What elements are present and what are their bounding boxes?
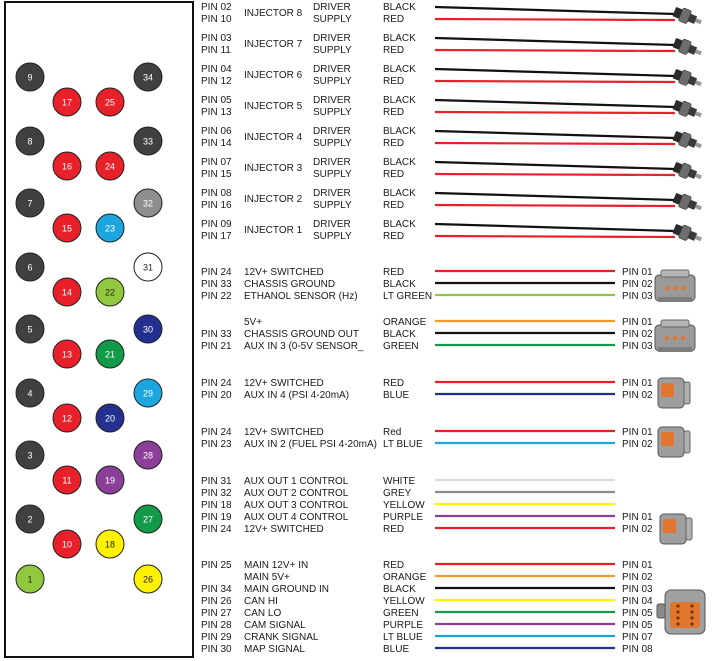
wire-function: 12V+ SWITCHED [244, 267, 324, 278]
driver-wire [435, 100, 675, 107]
header-pin-4 [16, 379, 44, 407]
connector-pin-label: PIN 07 [622, 632, 653, 643]
wire-row [201, 608, 653, 619]
injector-icon [672, 36, 704, 60]
wire-row [201, 439, 653, 450]
wire-color-label: RED [383, 76, 405, 87]
header-pin-number: 6 [27, 262, 33, 273]
connector-pin-label: PIN 02 [622, 390, 653, 401]
wire-function: CHASSIS GROUND [244, 279, 336, 290]
wire-role: DRIVER [313, 157, 351, 168]
wire-function: MAP SIGNAL [244, 644, 305, 655]
wire-function: CRANK SIGNAL [244, 632, 319, 643]
injector-icon [672, 98, 704, 122]
ecu-pin-label: PIN 29 [201, 632, 232, 643]
wire-row [244, 317, 653, 328]
header-pin-9 [16, 63, 44, 91]
header-pin-24 [96, 152, 124, 180]
wire-role: DRIVER [313, 95, 351, 106]
wire-row [201, 390, 653, 401]
wire-row [201, 341, 653, 352]
header-pin-8 [16, 127, 44, 155]
wire-color-label: RED [383, 231, 405, 242]
header-pin-number: 3 [27, 450, 33, 461]
injector-name: INJECTOR 1 [244, 225, 303, 236]
wire-function: AUX OUT 1 CONTROL [244, 476, 349, 487]
wire-color-label: BLACK [383, 33, 416, 44]
wire-color-label: RED [383, 560, 405, 571]
wire-role: SUPPLY [313, 76, 352, 87]
wire-color-label: GREEN [383, 341, 419, 352]
wire-color-label: BLACK [383, 64, 416, 75]
wire-role: DRIVER [313, 2, 351, 13]
supply-wire [435, 50, 675, 51]
wire-color-label: BLACK [383, 584, 416, 595]
wire-row [201, 427, 653, 438]
ecu-pin-label: PIN 34 [201, 584, 232, 595]
wire-row [201, 560, 653, 571]
ecu-pin-label: PIN 10 [201, 14, 232, 25]
supply-wire [435, 143, 675, 144]
wire-row [201, 500, 615, 511]
header-pin-number: 5 [27, 324, 33, 335]
ecu-pin-label: PIN 25 [201, 560, 232, 571]
connector-pin-label: PIN 02 [622, 329, 653, 340]
supply-wire [435, 81, 675, 82]
ecu-pin-label: PIN 32 [201, 488, 232, 499]
wire-color-label: RED [383, 524, 405, 535]
ecu-pin-label: PIN 08 [201, 188, 232, 199]
wire-row [244, 572, 653, 583]
wire-color-label: RED [383, 107, 405, 118]
driver-wire [435, 131, 675, 138]
header-pin-number: 25 [104, 97, 116, 108]
ecu-pin-label: PIN 26 [201, 596, 232, 607]
ecu-pin-label: PIN 20 [201, 390, 232, 401]
wire-color-label: BLACK [383, 2, 416, 13]
wire-row [201, 267, 653, 278]
header-pin-10 [53, 530, 81, 558]
injector-row [201, 188, 704, 215]
wire-color-label: RED [383, 169, 405, 180]
ecu-pin-label: PIN 28 [201, 620, 232, 631]
injector-name: INJECTOR 2 [244, 194, 303, 205]
header-pin-number: 8 [27, 136, 33, 147]
wire-row [201, 596, 653, 607]
header-pin-31 [134, 253, 162, 281]
connector-pin-label: PIN 08 [622, 644, 653, 655]
driver-wire [435, 193, 675, 200]
header-pin-3 [16, 441, 44, 469]
wire-color-label: LT GREEN [383, 291, 433, 302]
injector-name: INJECTOR 8 [244, 8, 303, 19]
wire-color-label: BLACK [383, 126, 416, 137]
header-pin-32 [134, 189, 162, 217]
wire-row [201, 291, 653, 302]
wire-row [201, 644, 653, 655]
supply-wire [435, 112, 675, 113]
header-pin-22 [96, 278, 124, 306]
wire-row [201, 524, 653, 535]
wire-row [201, 476, 615, 487]
injector-icon [672, 129, 704, 153]
wire-function: AUX IN 2 (FUEL PSI 4-20mA) [244, 439, 377, 450]
connector-icon-dtm3 [655, 270, 695, 302]
wire-color-label: ORANGE [383, 572, 427, 583]
wire-row [201, 329, 653, 340]
ecu-pin-label: PIN 24 [201, 427, 232, 438]
header-pin-number: 19 [104, 475, 116, 486]
ecu-pin-label: PIN 33 [201, 329, 232, 340]
header-pin-25 [96, 88, 124, 116]
ecu-pin-label: PIN 12 [201, 76, 232, 87]
connector-section [201, 267, 705, 655]
connector-pin-label: PIN 02 [622, 524, 653, 535]
wire-function: CHASSIS GROUND OUT [244, 329, 360, 340]
driver-wire [435, 162, 675, 169]
wire-function: MAIN GROUND IN [244, 584, 329, 595]
header-pin-number: 18 [104, 539, 116, 550]
header-pin-number: 17 [61, 97, 73, 108]
wire-color-label: RED [383, 267, 405, 278]
ecu-pin-label: PIN 15 [201, 169, 232, 180]
ecu-pin-label: PIN 30 [201, 644, 232, 655]
driver-wire [435, 38, 675, 45]
header-pin-1 [16, 565, 44, 593]
header-pin-15 [53, 214, 81, 242]
wire-color-label: RED [383, 200, 405, 211]
ecu-pin-label: PIN 24 [201, 524, 232, 535]
header-pin-21 [96, 340, 124, 368]
header-pin-number: 29 [142, 388, 154, 399]
wire-color-label: LT BLUE [383, 632, 423, 643]
connector-group [201, 267, 695, 302]
wire-color-label: BLACK [383, 188, 416, 199]
header-pin-number: 13 [61, 349, 73, 360]
wire-row [201, 512, 653, 523]
driver-wire [435, 7, 675, 14]
wire-role: SUPPLY [313, 169, 352, 180]
ecu-pin-label: PIN 02 [201, 2, 232, 13]
wire-color-label: GREY [383, 488, 412, 499]
wire-row [201, 488, 615, 499]
wire-function: AUX OUT 4 CONTROL [244, 512, 349, 523]
header-pin-number: 4 [27, 388, 33, 399]
wire-color-label: RED [383, 14, 405, 25]
connector-pin-label: PIN 01 [622, 427, 653, 438]
ecu-pin-label: PIN 18 [201, 500, 232, 511]
wire-function: 12V+ SWITCHED [244, 427, 324, 438]
wire-function: 5V+ [244, 317, 263, 328]
wire-color-label: YELLOW [383, 500, 425, 511]
connector-icon-dtm2 [658, 427, 690, 457]
injector-name: INJECTOR 3 [244, 163, 303, 174]
connector-icon-dtm2 [660, 514, 692, 544]
header-pin-number: 14 [61, 287, 73, 298]
connector-group [201, 560, 705, 655]
injector-row [201, 2, 704, 29]
injector-name: INJECTOR 4 [244, 132, 303, 143]
wire-role: DRIVER [313, 126, 351, 137]
wire-color-label: BLACK [383, 219, 416, 230]
injector-row [201, 33, 704, 60]
wire-role: SUPPLY [313, 231, 352, 242]
header-pin-number: 7 [27, 198, 33, 209]
wire-color-label: BLACK [383, 329, 416, 340]
wire-color-label: Red [383, 427, 402, 438]
header-pin-7 [16, 189, 44, 217]
wire-color-label: RED [383, 378, 405, 389]
wire-color-label: ORANGE [383, 317, 427, 328]
header-pin-11 [53, 466, 81, 494]
injector-row [201, 64, 704, 91]
wire-role: DRIVER [313, 64, 351, 75]
injector-row [201, 95, 704, 122]
wire-row [201, 632, 653, 643]
wire-function: CAN LO [244, 608, 282, 619]
header-pin-number: 32 [142, 198, 154, 209]
injector-name: INJECTOR 6 [244, 70, 303, 81]
connector-pin-label: PIN 01 [622, 512, 653, 523]
wire-color-label: BLUE [383, 390, 410, 401]
supply-wire [435, 205, 675, 206]
ecu-pin-label: PIN 04 [201, 64, 232, 75]
ecu-pin-label: PIN 07 [201, 157, 232, 168]
header-pin-26 [134, 565, 162, 593]
header-pin-number: 22 [104, 287, 116, 298]
supply-wire [435, 19, 675, 20]
header-pin-number: 9 [27, 72, 33, 83]
header-pin-number: 33 [142, 136, 154, 147]
header-pin-number: 21 [104, 349, 116, 360]
wire-function: AUX OUT 2 CONTROL [244, 488, 349, 499]
ecu-pin-label: PIN 11 [201, 45, 231, 56]
wire-role: DRIVER [313, 188, 351, 199]
wire-role: SUPPLY [313, 107, 352, 118]
connector-icon-dtm2 [658, 378, 690, 408]
ecu-pin-label: PIN 09 [201, 219, 232, 230]
header-pin-12 [53, 404, 81, 432]
injector-icon [672, 222, 704, 246]
driver-wire [435, 224, 675, 231]
injector-name: INJECTOR 5 [244, 101, 303, 112]
wire-function: AUX OUT 3 CONTROL [244, 500, 349, 511]
connector-pin-label: PIN 03 [622, 341, 653, 352]
wire-function: 12V+ SWITCHED [244, 378, 324, 389]
header-pin-number: 31 [142, 262, 154, 273]
header-pin-number: 2 [27, 514, 33, 525]
header-pin-number: 30 [142, 324, 154, 335]
wire-function: AUX IN 3 (0-5V SENSOR_ [244, 341, 364, 352]
connector-pin-label: PIN 02 [622, 279, 653, 290]
header-pin-19 [96, 466, 124, 494]
header-pin-17 [53, 88, 81, 116]
wire-color-label: PURPLE [383, 620, 424, 631]
wire-function: MAIN 12V+ IN [244, 560, 309, 571]
header-pin-5 [16, 315, 44, 343]
injector-row [201, 219, 704, 246]
header-pin-number: 20 [104, 413, 116, 424]
wire-color-label: BLACK [383, 279, 416, 290]
wire-color-label: WHITE [383, 476, 416, 487]
wire-function: ETHANOL SENSOR (Hz) [244, 291, 358, 302]
header-pin-2 [16, 505, 44, 533]
ecu-pin-label: PIN 19 [201, 512, 232, 523]
ecu-pin-label: PIN 24 [201, 267, 232, 278]
wire-row [201, 620, 653, 631]
header-pin-number: 27 [142, 514, 154, 525]
connector-group [201, 317, 695, 352]
header-pin-20 [96, 404, 124, 432]
connector-pin-label: PIN 05 [622, 620, 653, 631]
wire-function: 12V+ SWITCHED [244, 524, 324, 535]
wire-color-label: GREEN [383, 608, 419, 619]
header-pin-number: 10 [61, 539, 73, 550]
header-pin-14 [53, 278, 81, 306]
wire-color-label: RED [383, 45, 405, 56]
header-pin-27 [134, 505, 162, 533]
injector-section [201, 2, 704, 246]
connector-icon-dtm3 [655, 320, 695, 352]
supply-wire [435, 236, 675, 237]
connector-pin-label: PIN 03 [622, 584, 653, 595]
connector-pin-label: PIN 03 [622, 291, 653, 302]
connector-icon-dtm8 [657, 590, 705, 634]
header-pin-28 [134, 441, 162, 469]
ecu-pin-label: PIN 03 [201, 33, 232, 44]
wire-role: SUPPLY [313, 45, 352, 56]
header-pin-30 [134, 315, 162, 343]
ecu-pin-label: PIN 24 [201, 378, 232, 389]
ecu-pin-label: PIN 06 [201, 126, 232, 137]
header-pin-number: 11 [62, 475, 72, 486]
header-pin-number: 26 [142, 574, 154, 585]
wire-row [201, 378, 653, 389]
injector-icon [672, 160, 704, 184]
wire-function: MAIN 5V+ [244, 572, 290, 583]
injector-row [201, 126, 704, 153]
ecu-pin-label: PIN 05 [201, 95, 232, 106]
header-pin-34 [134, 63, 162, 91]
header-pin-33 [134, 127, 162, 155]
wire-color-label: LT BLUE [383, 439, 423, 450]
injector-icon [672, 5, 704, 29]
header-pin-23 [96, 214, 124, 242]
wire-color-label: RED [383, 138, 405, 149]
header-pin-number: 24 [104, 161, 116, 172]
ecu-pin-label: PIN 13 [201, 107, 232, 118]
injector-name: INJECTOR 7 [244, 39, 303, 50]
header-pin-number: 28 [142, 450, 154, 461]
wire-role: SUPPLY [313, 138, 352, 149]
wire-role: DRIVER [313, 33, 351, 44]
wire-color-label: BLACK [383, 95, 416, 106]
ecu-pin-label: PIN 31 [201, 476, 232, 487]
connector-pin-label: PIN 01 [622, 267, 653, 278]
ecu-pin-label: PIN 33 [201, 279, 232, 290]
ecu-pin-label: PIN 22 [201, 291, 232, 302]
connector-group [201, 427, 690, 457]
wire-function: CAM SIGNAL [244, 620, 306, 631]
header-pin-29 [134, 379, 162, 407]
header-pin-number: 15 [61, 223, 73, 234]
wire-function: AUX IN 4 (PSI 4-20mA) [244, 390, 350, 401]
connector-group [201, 378, 690, 408]
connector-pin-label: PIN 01 [622, 378, 653, 389]
ecu-pin-label: PIN 23 [201, 439, 232, 450]
driver-wire [435, 69, 675, 76]
injector-icon [672, 191, 704, 215]
wire-role: SUPPLY [313, 14, 352, 25]
ecu-pin-label: PIN 27 [201, 608, 232, 619]
connector-pin-label: PIN 01 [622, 317, 653, 328]
header-pin-number: 34 [142, 72, 154, 83]
wire-color-label: PURPLE [383, 512, 424, 523]
ecu-pin-label: PIN 16 [201, 200, 232, 211]
connector-pin-label: PIN 05 [622, 608, 653, 619]
connector-pin-label: PIN 02 [622, 439, 653, 450]
wire-color-label: BLUE [383, 644, 410, 655]
ecu-pin-label: PIN 17 [201, 231, 232, 242]
wire-color-label: BLACK [383, 157, 416, 168]
header-pin-number: 23 [104, 223, 116, 234]
header-pin-6 [16, 253, 44, 281]
ecu-pin-label: PIN 21 [201, 341, 232, 352]
connector-group [201, 476, 692, 544]
connector-pin-label: PIN 01 [622, 560, 653, 571]
wire-color-label: YELLOW [383, 596, 425, 607]
wire-role: DRIVER [313, 219, 351, 230]
header-pin-number: 12 [61, 413, 73, 424]
supply-wire [435, 174, 675, 175]
header-pin-13 [53, 340, 81, 368]
header-pin-number: 1 [27, 574, 33, 585]
wire-row [201, 279, 653, 290]
header-pin-number: 16 [61, 161, 73, 172]
injector-icon [672, 67, 704, 91]
connector-pin-label: PIN 04 [622, 596, 653, 607]
header-pin-18 [96, 530, 124, 558]
wire-row [201, 584, 653, 595]
wire-function: CAN HI [244, 596, 278, 607]
connector-pin-label: PIN 02 [622, 572, 653, 583]
injector-row [201, 157, 704, 184]
ecu-pin-label: PIN 14 [201, 138, 232, 149]
wire-role: SUPPLY [313, 200, 352, 211]
header-pin-16 [53, 152, 81, 180]
